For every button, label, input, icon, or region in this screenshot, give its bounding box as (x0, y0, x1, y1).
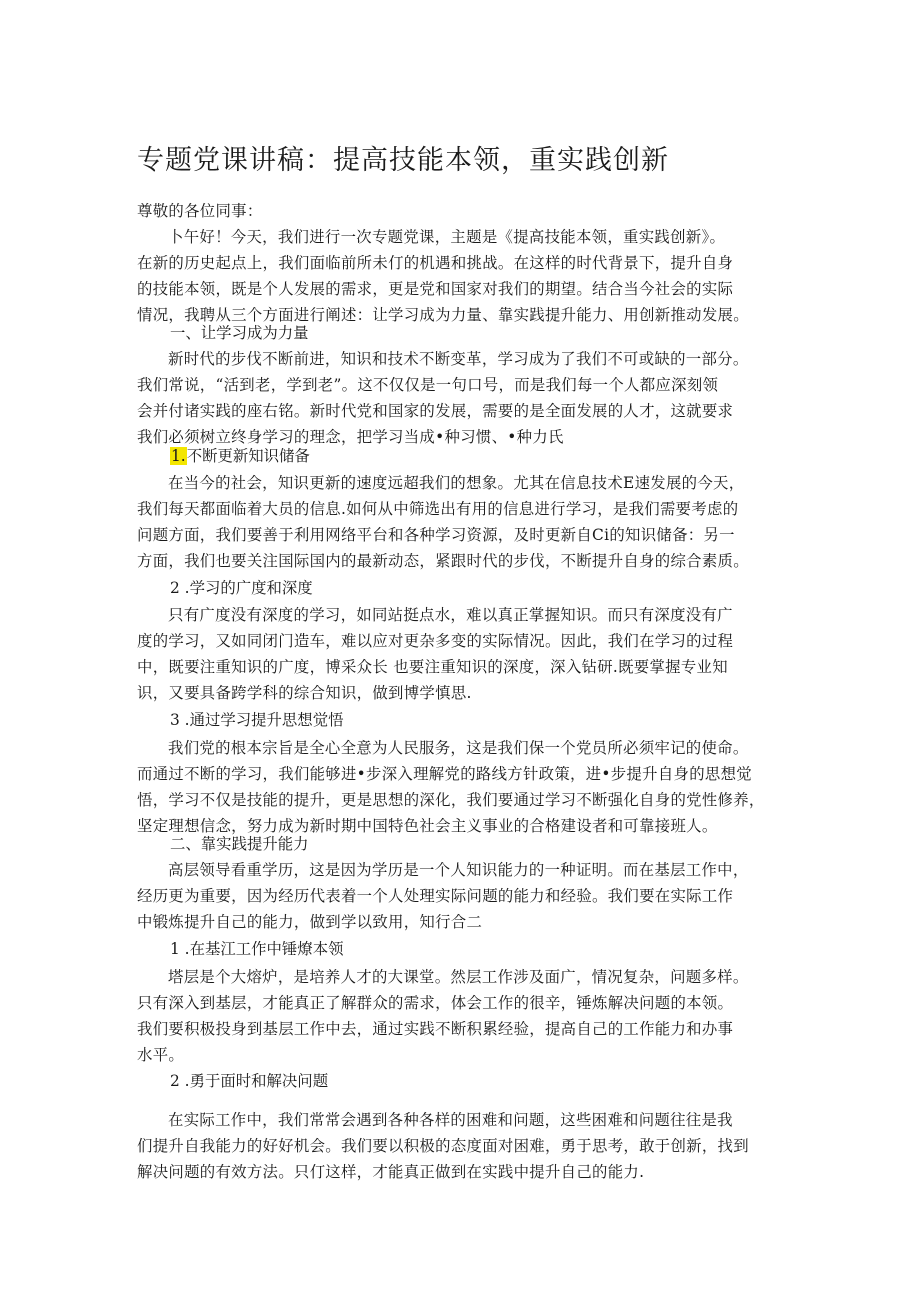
text-line: 塔层是个大熔炉，是培养人才的大课堂。然层工作涉及面广，情况复杂，问题多样。 (168, 968, 749, 986)
text-line: 悟，学习不仅是技能的提升，更是思想的深化，我们要通过学习不断强化自身的党性修养， (137, 791, 765, 809)
text-line: 坚定理想信念，努力成为新时期中国特色社会主义事业的合格建设者和可靠接班人。 (137, 817, 718, 835)
text-line: 度的学习，又如同闭门造车，难以应对更杂多变的实际情况。因此，我们在学习的过程 (137, 632, 734, 650)
text-line: 我们常说，“活到老，学到老”。这不仅仅是一句口号，而是我们每一个人都应深刻领 (137, 376, 719, 394)
text-line: 在实际工作中，我们常常会遇到各种各样的困难和问题，这些困难和问题往往是我 (168, 1111, 733, 1129)
text-line: 我们必须树立终身学习的理念，把学习当成•种习惯、•种力氏 (137, 428, 564, 446)
text-line: 高层领导看重学历，这是因为学历是一个人知识能力的一种证明。而在基层工作中， (168, 861, 749, 879)
section1-paragraph (137, 346, 797, 450)
paragraph (137, 470, 797, 574)
subsection-title: 不断更新知识储备 (186, 447, 310, 465)
text-line: 我们党的根本宗旨是全心全意为人民服务，这是我们保一个党员所必须牢记的使命。 (168, 739, 749, 757)
text-line: 中锻炼提升自己的能力，做到学以致用，知行合二 (137, 913, 483, 931)
text-line: 会并付诸实践的座右铭。新时代党和国家的发展，需要的是全面发展的人才，这就要求 (137, 402, 734, 420)
text-line: 我们要积极投身到基层工作中去，通过实践不断积累经验，提高自己的工作能力和办事 (137, 1020, 734, 1038)
paragraph (137, 1107, 797, 1185)
text-line: 识，又要具备跨学科的综合知识，做到博学慎思. (137, 684, 472, 702)
section-heading: 一、让学习成为力量 (170, 324, 309, 342)
greeting (137, 198, 797, 224)
text-line: 水平。 (137, 1046, 185, 1064)
section2-paragraph (137, 857, 797, 935)
intro-paragraph (137, 224, 797, 328)
text-line: 在当今的社会，知识更新的速度远超我们的想象。尤其在信息技术E速发展的今天， (168, 474, 745, 492)
text-line: 只有深入到基层，才能真正了解群众的需求，体会工作的很辛，锤炼解决问题的本领。 (137, 994, 734, 1012)
paragraph (137, 735, 797, 839)
subsection-heading (170, 443, 310, 469)
text-line: 卜午好！今天，我们进行一次专题党课，主题是《提高技能本领，重实践创新》。 (168, 228, 726, 246)
text-line: 中，既要注重知识的广度，博采众长 也要注重知识的深度，深入钻研.既要掌握专业知 (137, 658, 728, 676)
text-line: 方面，我们也要关注国际国内的最新动态，紧跟时代的步伐，不断提升自身的综合素质。 (137, 552, 749, 570)
text-line: 只有广度没有深度的学习，如同站挺点水，难以真正掌握知识。而只有深度没有广 (168, 606, 733, 624)
text-line: 新时代的步伐不断前进，知识和技术不断变革，学习成为了我们不可或缺的一部分。 (168, 350, 749, 368)
subsection-heading: 3 .通过学习提升思想觉悟 (170, 711, 344, 729)
text-line: 情况，我聘从三个方面进行阐述：让学习成为力量、靠实践提升能力、用创新推动发展。 (137, 306, 749, 324)
text-line: 解决问题的有效方法。只仃这样，才能真正做到在实践中提升自己的能力. (137, 1163, 645, 1181)
section-heading: 二、靠实践提升能力 (170, 835, 309, 853)
text-line: 我们每天都面临着大员的信息.如何从中筛选出有用的信息进行学习，是我们需要考虑的 (137, 500, 739, 518)
subsection-heading: 2 .勇于面时和解决问题 (170, 1072, 329, 1090)
paragraph (137, 964, 797, 1068)
subsection-heading: 1 .在基江工作中锤燎本领 (170, 940, 344, 958)
text-line: 经历更为重要，因为经历代表着一个人处理实际问题的能力和经验。我们要在实际工作 (137, 887, 734, 905)
text-line: 在新的历史起点上，我们面临前所未仃的机遇和挑战。在这样的时代背景下，提升自身 (137, 254, 734, 272)
text-line: 而通过不断的学习，我们能够进•步深入理解党的路线方针政策，进•步提升自身的思想觉 (137, 765, 752, 783)
paragraph (137, 602, 797, 706)
subsection-heading: 2 .学习的广度和深度 (170, 579, 313, 597)
text-line: 的技能本领，既是个人发展的需求，更是党和国家对我们的期望。结合当今社会的实际 (137, 280, 734, 298)
text-line: 问题方面，我们要善于利用网络平台和各种学习资源，及时更新自Ci的知识储备：另一 (137, 526, 735, 544)
highlighted-number: 1. (171, 447, 186, 465)
text-line: 们提升自我能力的好好机会。我们要以积极的态度面对困难，勇于思考，敢于创新，找到 (137, 1137, 749, 1155)
document-title: 专题党课讲稿：提高技能本领，重实践创新 (137, 145, 669, 176)
greeting-line: 尊敬的各位同事： (137, 202, 263, 220)
